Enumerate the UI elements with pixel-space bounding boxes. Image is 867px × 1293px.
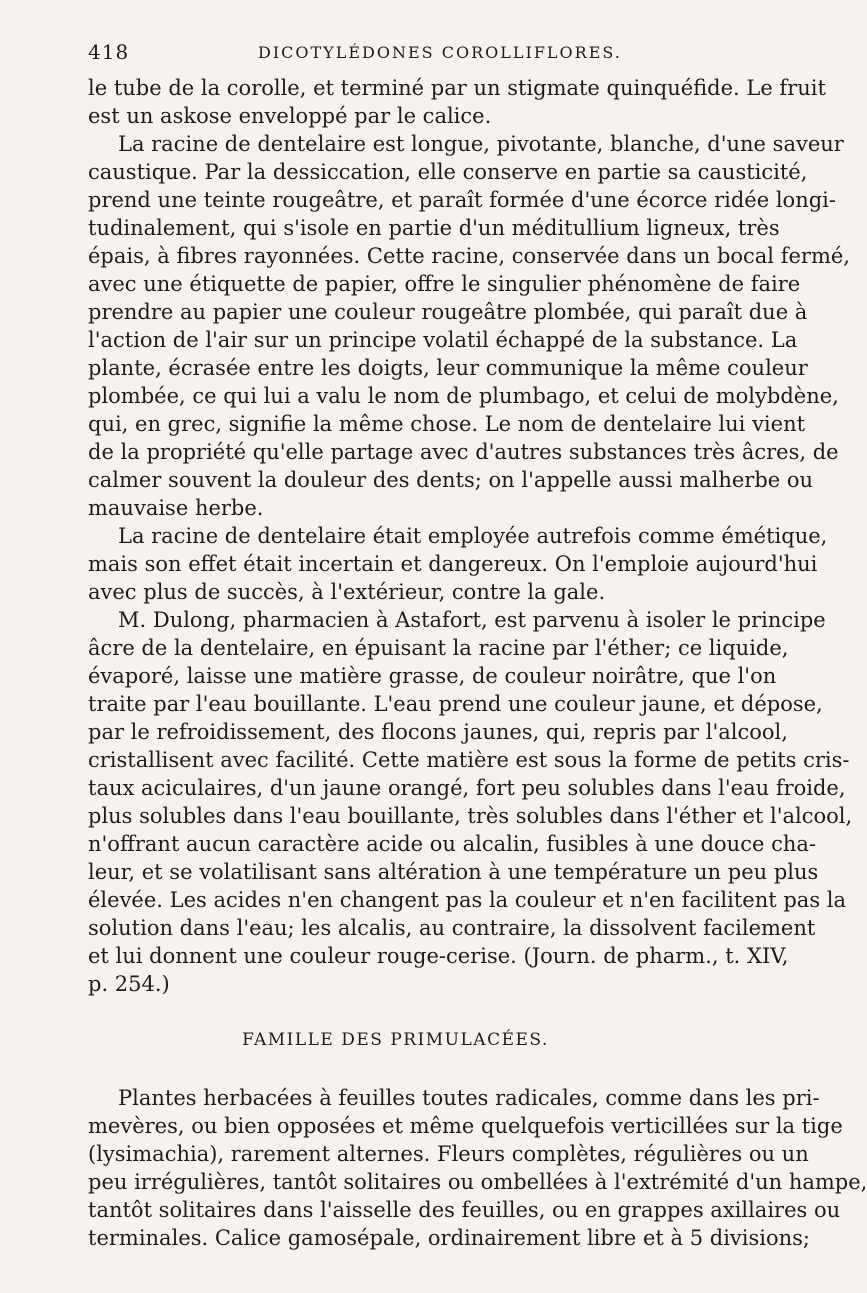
text-line: l'action de l'air sur un principe volatil échappé de la substance. La: [88, 328, 798, 352]
text-line: calmer souvent la douleur des dents; on l'appelle aussi malherbe ou: [88, 468, 814, 492]
text-line: plombée, ce qui lui a valu le nom de plumbago, et celui de molybdène,: [88, 384, 839, 408]
text-line: plante, écrasée entre les doigts, leur communique la même couleur: [88, 356, 808, 380]
text-line: solution dans l'eau; les alcalis, au contraire, la dissolvent facilement: [88, 916, 816, 940]
text-line: (lysimachia), rarement alternes. Fleurs complètes, régulières ou un: [88, 1142, 809, 1166]
text-line: p. 254.): [88, 972, 170, 996]
text-line: avec une étiquette de papier, offre le singulier phénomène de faire: [88, 272, 801, 296]
section-title: FAMILLE DES PRIMULACÉES.: [242, 1030, 549, 1050]
text-line: prendre au papier une couleur rougeâtre plombée, qui paraît due à: [88, 300, 808, 324]
text-line: élevée. Les acides n'en changent pas la couleur et n'en facilitent pas la: [88, 888, 847, 912]
text-line: avec plus de succès, à l'extérieur, contre la gale.: [88, 580, 606, 604]
text-line: n'offrant aucun caractère acide ou alcalin, fusibles à une douce cha-: [88, 832, 816, 856]
text-line: terminales. Calice gamosépale, ordinairement libre et à 5 divisions;: [88, 1226, 811, 1250]
text-line: est un askose enveloppé par le calice.: [88, 104, 492, 128]
text-line: La racine de dentelaire est longue, pivotante, blanche, d'une saveur: [118, 132, 844, 156]
text-line: prend une teinte rougeâtre, et paraît formée d'une écorce ridée longi-: [88, 188, 836, 212]
text-line: tudinalement, qui s'isole en partie d'un méditullium ligneux, très: [88, 216, 780, 240]
text-line: tantôt solitaires dans l'aisselle des feuilles, ou en grappes axillaires ou: [88, 1198, 841, 1222]
text-line: Plantes herbacées à feuilles toutes radicales, comme dans les pri-: [118, 1086, 820, 1110]
text-line: de la propriété qu'elle partage avec d'autres substances très âcres, de: [88, 440, 839, 464]
text-line: plus solubles dans l'eau bouillante, très solubles dans l'éther et l'alcool,: [88, 804, 853, 828]
text-line: La racine de dentelaire était employée autrefois comme émétique,: [118, 524, 828, 548]
text-line: épais, à fibres rayonnées. Cette racine, conservée dans un bocal fermé,: [88, 244, 850, 268]
page-number: 418: [88, 40, 130, 64]
paragraphs: [88, 74, 853, 998]
text-line: cristallisent avec facilité. Cette matière est sous la forme de petits cris-: [88, 748, 850, 772]
text-line: leur, et se volatilisant sans altération à une température un peu plus: [88, 860, 819, 884]
text-line: taux aciculaires, d'un jaune orangé, fort peu solubles dans l'eau froide,: [88, 776, 846, 800]
body-text: [88, 74, 867, 1252]
text-line: M. Dulong, pharmacien à Astafort, est parvenu à isoler le principe: [118, 608, 826, 632]
text-line: caustique. Par la dessiccation, elle conserve en partie sa causticité,: [88, 160, 808, 184]
running-head: DICOTYLÉDONES COROLLIFLORES.: [258, 43, 622, 62]
text-line: le tube de la corolle, et terminé par un stigmate quinquéfide. Le fruit: [88, 76, 826, 100]
text-line: peu irrégulières, tantôt solitaires ou ombellées à l'extrémité d'un hampe,: [88, 1170, 867, 1194]
text-line: mauvaise herbe.: [88, 496, 264, 520]
section-paragraph: [88, 1084, 867, 1252]
text-line: par le refroidissement, des flocons jaunes, qui, repris par l'alcool,: [88, 720, 788, 744]
page-header: [88, 40, 703, 68]
text-line: mais son effet était incertain et dangereux. On l'emploie aujourd'hui: [88, 552, 818, 576]
text-line: évaporé, laisse une matière grasse, de couleur noirâtre, que l'on: [88, 664, 777, 688]
text-line: âcre de la dentelaire, en épuisant la racine par l'éther; ce liquide,: [88, 636, 789, 660]
text-line: qui, en grec, signifie la même chose. Le nom de dentelaire lui vient: [88, 412, 806, 436]
text-line: mevères, ou bien opposées et même quelquefois verticillées sur la tige: [88, 1114, 843, 1138]
text-line: et lui donnent une couleur rouge-cerise. (Journ. de pharm., t. XIV,: [88, 944, 789, 968]
text-line: traite par l'eau bouillante. L'eau prend une couleur jaune, et dépose,: [88, 692, 823, 716]
